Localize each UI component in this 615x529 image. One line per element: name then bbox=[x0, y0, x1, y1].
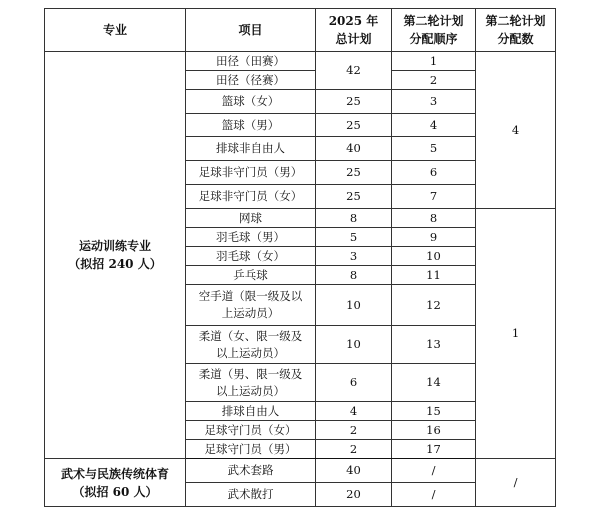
table-row bbox=[45, 459, 556, 483]
project-cell: 排球自由人 bbox=[186, 402, 316, 421]
order-cell: 13 bbox=[392, 326, 476, 364]
admission-plan-table bbox=[44, 8, 556, 507]
order-cell: 15 bbox=[392, 402, 476, 421]
order-cell: 10 bbox=[392, 247, 476, 266]
order-cell: / bbox=[392, 459, 476, 483]
total-cell: 6 bbox=[316, 364, 392, 402]
order-cell: 2 bbox=[392, 71, 476, 90]
count-cell-wushu: / bbox=[476, 459, 556, 507]
order-cell: 17 bbox=[392, 440, 476, 459]
total-cell: 2 bbox=[316, 440, 392, 459]
project-cell: 柔道（男、限一级及 以上运动员） bbox=[186, 364, 316, 402]
header-project: 项目 bbox=[186, 9, 316, 52]
major-cell-sports-training: 运动训练专业 （拟招 240 人） bbox=[45, 52, 186, 459]
project-cell: 足球守门员（男） bbox=[186, 440, 316, 459]
order-cell: 8 bbox=[392, 209, 476, 228]
project-cell: 武术套路 bbox=[186, 459, 316, 483]
project-cell: 足球守门员（女） bbox=[186, 421, 316, 440]
total-cell: 25 bbox=[316, 90, 392, 114]
total-cell: 8 bbox=[316, 209, 392, 228]
order-cell: 16 bbox=[392, 421, 476, 440]
order-cell: 5 bbox=[392, 137, 476, 161]
project-cell: 羽毛球（男） bbox=[186, 228, 316, 247]
total-cell: 25 bbox=[316, 161, 392, 185]
project-cell: 足球非守门员（男） bbox=[186, 161, 316, 185]
count-cell-group-a: 4 bbox=[476, 52, 556, 209]
project-cell: 乒乓球 bbox=[186, 266, 316, 285]
total-cell: 5 bbox=[316, 228, 392, 247]
total-cell: 4 bbox=[316, 402, 392, 421]
project-cell: 羽毛球（女） bbox=[186, 247, 316, 266]
project-cell: 篮球（女） bbox=[186, 90, 316, 114]
project-cell: 网球 bbox=[186, 209, 316, 228]
total-cell: 25 bbox=[316, 114, 392, 137]
header-major: 专业 bbox=[45, 9, 186, 52]
total-cell: 20 bbox=[316, 483, 392, 507]
total-cell: 8 bbox=[316, 266, 392, 285]
project-cell: 田径（径赛） bbox=[186, 71, 316, 90]
order-cell: 11 bbox=[392, 266, 476, 285]
count-cell-group-b: 1 bbox=[476, 209, 556, 459]
total-cell: 42 bbox=[316, 52, 392, 90]
total-cell: 25 bbox=[316, 185, 392, 209]
header-total: 2025 年 总计划 bbox=[316, 9, 392, 52]
total-cell: 40 bbox=[316, 137, 392, 161]
header-count: 第二轮计划 分配数 bbox=[476, 9, 556, 52]
order-cell: 4 bbox=[392, 114, 476, 137]
total-cell: 10 bbox=[316, 285, 392, 326]
project-cell: 武术散打 bbox=[186, 483, 316, 507]
total-cell: 3 bbox=[316, 247, 392, 266]
order-cell: 3 bbox=[392, 90, 476, 114]
project-cell: 篮球（男） bbox=[186, 114, 316, 137]
project-cell: 足球非守门员（女） bbox=[186, 185, 316, 209]
order-cell: 7 bbox=[392, 185, 476, 209]
header-order: 第二轮计划 分配顺序 bbox=[392, 9, 476, 52]
project-cell: 排球非自由人 bbox=[186, 137, 316, 161]
order-cell: 12 bbox=[392, 285, 476, 326]
total-cell: 10 bbox=[316, 326, 392, 364]
table-row bbox=[45, 52, 556, 71]
project-cell: 空手道（限一级及以 上运动员） bbox=[186, 285, 316, 326]
project-cell: 柔道（女、限一级及 以上运动员） bbox=[186, 326, 316, 364]
total-cell: 2 bbox=[316, 421, 392, 440]
major-cell-wushu: 武术与民族传统体育 （拟招 60 人） bbox=[45, 459, 186, 507]
order-cell: 1 bbox=[392, 52, 476, 71]
order-cell: / bbox=[392, 483, 476, 507]
order-cell: 9 bbox=[392, 228, 476, 247]
project-cell: 田径（田赛） bbox=[186, 52, 316, 71]
order-cell: 6 bbox=[392, 161, 476, 185]
order-cell: 14 bbox=[392, 364, 476, 402]
total-cell: 40 bbox=[316, 459, 392, 483]
